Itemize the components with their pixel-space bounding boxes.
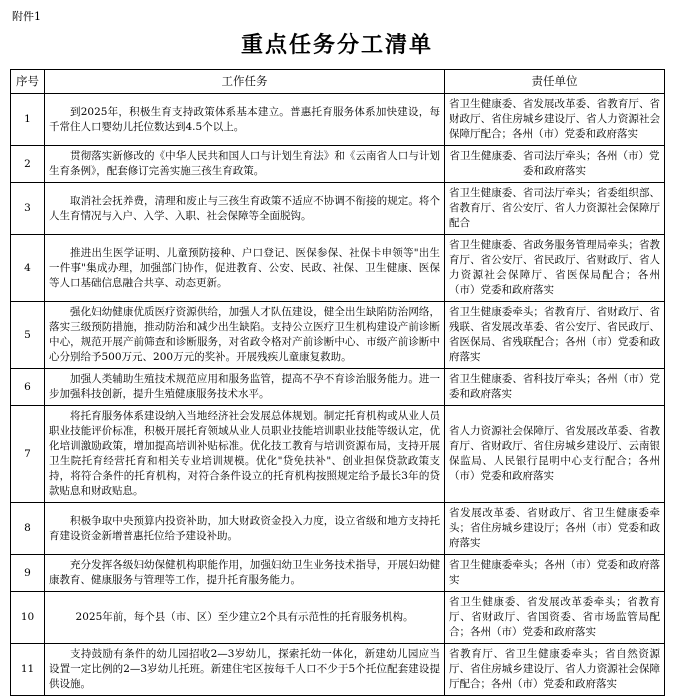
table-row bbox=[11, 94, 665, 146]
table-row bbox=[11, 644, 665, 696]
row-task: 积极争取中央预算内投资补助，加大财政资金投入力度，设立省级和地方支持托育建设资金新增普惠托位给予建设补助。 bbox=[45, 503, 445, 555]
row-unit: 省发展改革委、省财政厅、省卫生健康委牵头；省住房城乡建设厅；各州（市）党委和政府落实 bbox=[445, 503, 665, 555]
row-unit: 省卫生健康委牵头；各州（市）党委和政府落实 bbox=[445, 555, 665, 592]
table-row bbox=[11, 406, 665, 503]
table-row bbox=[11, 302, 665, 369]
row-index: 1 bbox=[11, 94, 45, 146]
column-header-task: 工作任务 bbox=[45, 70, 445, 94]
row-index: 9 bbox=[11, 555, 45, 592]
row-unit: 省卫生健康委、省科技厅牵头；各州（市）党委和政府落实 bbox=[445, 369, 665, 406]
row-index: 3 bbox=[11, 183, 45, 235]
row-task: 支持鼓励有条件的幼儿园招收2—3岁幼儿，探索托幼一体化，新建幼儿园应当设置一定比例的2—3岁幼儿托班。新建住宅区按每千人口不少于5个托位配套建设提供设施。 bbox=[45, 644, 445, 696]
table-row bbox=[11, 235, 665, 302]
row-task: 强化妇幼健康优质医疗资源供给，加强人才队伍建设，健全出生缺陷防治网络，落实三级预防措施，推动防治和减少出生缺陷。支持公立医疗卫生机构建设产前诊断中心，规范开展产前筛查和诊断服务，对省政令格对产前诊断中心、市级产前诊断中心分别给予500万元、200万元的奖补。开展残疾儿童康复救助。 bbox=[45, 302, 445, 369]
row-unit: 省卫生健康委牵头；省教育厅、省财政厅、省残联、省发展改革委、省公安厅、省民政厅、省医保局、省残联配合；各州（市）党委和政府落实 bbox=[445, 302, 665, 369]
row-task: 充分发挥各级妇幼保健机构职能作用，加强妇幼卫生业务技术指导，开展妇幼健康教育、健康服务与管理等工作，提升托育服务能力。 bbox=[45, 555, 445, 592]
row-task: 贯彻落实新修改的《中华人民共和国人口与计划生育法》和《云南省人口与计划生育条例》，配套修订完善实施三孩生育政策。 bbox=[45, 146, 445, 183]
row-index: 6 bbox=[11, 369, 45, 406]
row-index: 4 bbox=[11, 235, 45, 302]
table-row bbox=[11, 503, 665, 555]
row-task: 取消社会抚养费，清理和废止与三孩生育政策不适应不协调不衔接的规定。将个人生育情况与入户、入学、入职、社会保障等全面脱钩。 bbox=[45, 183, 445, 235]
row-unit: 省人力资源社会保障厅、省发展改革委、省教育厅、省财政厅、省住房城乡建设厅、云南银保监局、人民银行昆明中心支行配合；各州（市）党委和政府落实 bbox=[445, 406, 665, 503]
row-unit: 省卫生健康委、省司法厅牵头；各州（市）党委和政府落实 bbox=[445, 146, 665, 183]
table-header-row bbox=[11, 70, 665, 94]
row-task: 推进出生医学证明、儿童预防接种、户口登记、医保参保、社保卡申领等"出生一件事"集成办理，加强部门协作，促进教育、公安、民政、社保、卫生健康、医保等人口基础信息融合共享、动态更新。 bbox=[45, 235, 445, 302]
row-index: 5 bbox=[11, 302, 45, 369]
table-body bbox=[11, 94, 665, 696]
table-row bbox=[11, 146, 665, 183]
row-task: 加强人类辅助生殖技术规范应用和服务监管，提高不孕不育诊治服务能力。进一步加强科技创新，提升生殖健康服务技术水平。 bbox=[45, 369, 445, 406]
row-index: 11 bbox=[11, 644, 45, 696]
attachment-label: 附件1 bbox=[12, 10, 41, 23]
row-index: 10 bbox=[11, 592, 45, 644]
task-assignment-table bbox=[10, 69, 665, 696]
row-unit: 省卫生健康委、省司法厅牵头；省委组织部、省教育厅、省公安厅、省人力资源社会保障厅配合 bbox=[445, 183, 665, 235]
row-unit: 省卫生健康委、省发展改革委牵头；省教育厅、省财政厅、省国资委、省市场监管局配合；各州（市）党委和政府落实 bbox=[445, 592, 665, 644]
table-row bbox=[11, 555, 665, 592]
row-index: 2 bbox=[11, 146, 45, 183]
row-task: 到2025年，积极生育支持政策体系基本建立。普惠托育服务体系加快建设，每千常住人口婴幼儿托位数达到4.5个以上。 bbox=[45, 94, 445, 146]
row-task: 将托育服务体系建设纳入当地经济社会发展总体规划。制定托育机构或从业人员职业技能评价标准，积极开展托育领域从业人员职业技能培训职业技能等级认定，优化培训激励政策，增加提高培训补贴标准。优化技工教育与培训资源布局，支持开展卫生院托育经营托育和相关专业培训规模。优化"贷免扶补"、创业担保贷款政策支持，将符合条件的托育机构，对符合条件设立的托育机构按照规定给予最长3年的贷款贴息和财政贴息。 bbox=[45, 406, 445, 503]
row-unit: 省卫生健康委、省政务服务管理局牵头；省教育厅、省公安厅、省民政厅、省财政厅、省人力资源社会保障厅、省医保局配合；各州（市）党委和政府落实 bbox=[445, 235, 665, 302]
table-row bbox=[11, 369, 665, 406]
page-title: 重点任务分工清单 bbox=[240, 32, 433, 58]
row-index: 7 bbox=[11, 406, 45, 503]
table-row bbox=[11, 183, 665, 235]
column-header-unit: 责任单位 bbox=[445, 70, 665, 94]
row-task: 2025年前，每个县（市、区）至少建立2个具有示范性的托育服务机构。 bbox=[45, 592, 445, 644]
table-row bbox=[11, 592, 665, 644]
column-header-index: 序号 bbox=[11, 70, 45, 94]
row-unit: 省教育厅、省卫生健康委牵头；省自然资源厅、省住房城乡建设厅、省人力资源社会保障厅配合；各州（市）党委和政府落实 bbox=[445, 644, 665, 696]
row-index: 8 bbox=[11, 503, 45, 555]
row-unit: 省卫生健康委、省发展改革委、省教育厅、省财政厅、省住房城乡建设厅、省人力资源社会保障厅配合；各州（市）党委和政府落实 bbox=[445, 94, 665, 146]
